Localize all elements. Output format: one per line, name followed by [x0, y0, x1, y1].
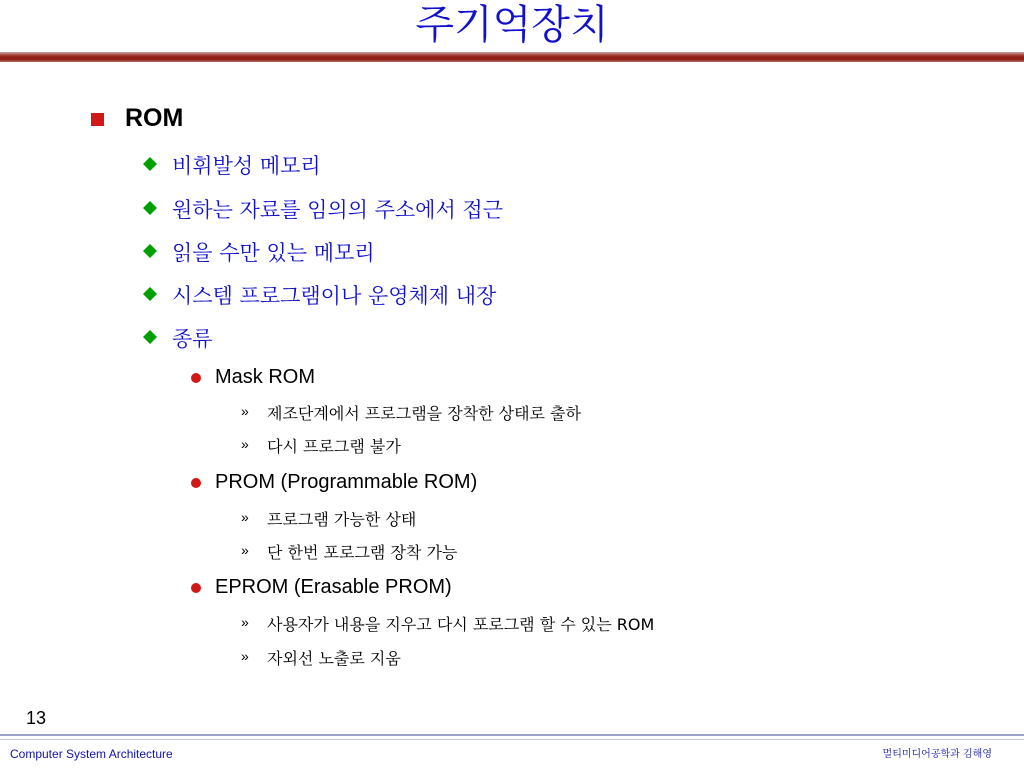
type-name: PROM (Programmable ROM): [215, 471, 478, 493]
section-heading: ROM: [125, 104, 184, 132]
author-credit: 멀티미디어공학과 김해영: [882, 749, 992, 760]
diamond-bullet-icon: [143, 157, 157, 171]
double-chevron-bullet-icon: »: [241, 403, 249, 419]
type-name: Mask ROM: [215, 366, 315, 388]
double-chevron-bullet-icon: »: [241, 614, 249, 630]
point-item: 시스템 프로그램이나 운영체제 내장: [172, 284, 497, 308]
diamond-bullet-icon: [143, 287, 157, 301]
footer-divider-thin: [0, 739, 1024, 740]
point-item: 읽을 수만 있는 메모리: [172, 241, 375, 265]
title-divider-bar: [0, 52, 1024, 62]
point-item: 종류: [172, 327, 213, 351]
double-chevron-bullet-icon: »: [241, 436, 249, 452]
type-detail: 프로그램 가능한 상태: [267, 510, 417, 529]
footer-divider: [0, 734, 1024, 736]
slide-number: 13: [26, 708, 47, 728]
diamond-bullet-icon: [143, 244, 157, 258]
diamond-bullet-icon: [143, 330, 157, 344]
course-name: Computer System Architecture: [10, 747, 173, 761]
slide-title: 주기억장치: [415, 2, 609, 48]
type-name: EPROM (Erasable PROM): [215, 576, 452, 598]
point-item: 원하는 자료를 임의의 주소에서 접근: [172, 198, 503, 222]
dot-bullet-icon: [191, 478, 201, 488]
double-chevron-bullet-icon: »: [241, 542, 249, 558]
type-detail: 자외선 노출로 지움: [267, 649, 401, 668]
point-item: 비휘발성 메모리: [172, 154, 321, 178]
double-chevron-bullet-icon: »: [241, 509, 249, 525]
dot-bullet-icon: [191, 583, 201, 593]
dot-bullet-icon: [191, 373, 201, 383]
diamond-bullet-icon: [143, 201, 157, 215]
square-bullet-icon: [91, 113, 104, 126]
type-detail: 다시 프로그램 불가: [267, 437, 401, 456]
type-detail: 단 한번 포로그램 장착 가능: [267, 543, 458, 562]
type-detail: 제조단계에서 프로그램을 장착한 상태로 출하: [267, 404, 582, 423]
double-chevron-bullet-icon: »: [241, 648, 249, 664]
type-detail: 사용자가 내용을 지우고 다시 포로그램 할 수 있는 ROM: [267, 615, 655, 634]
